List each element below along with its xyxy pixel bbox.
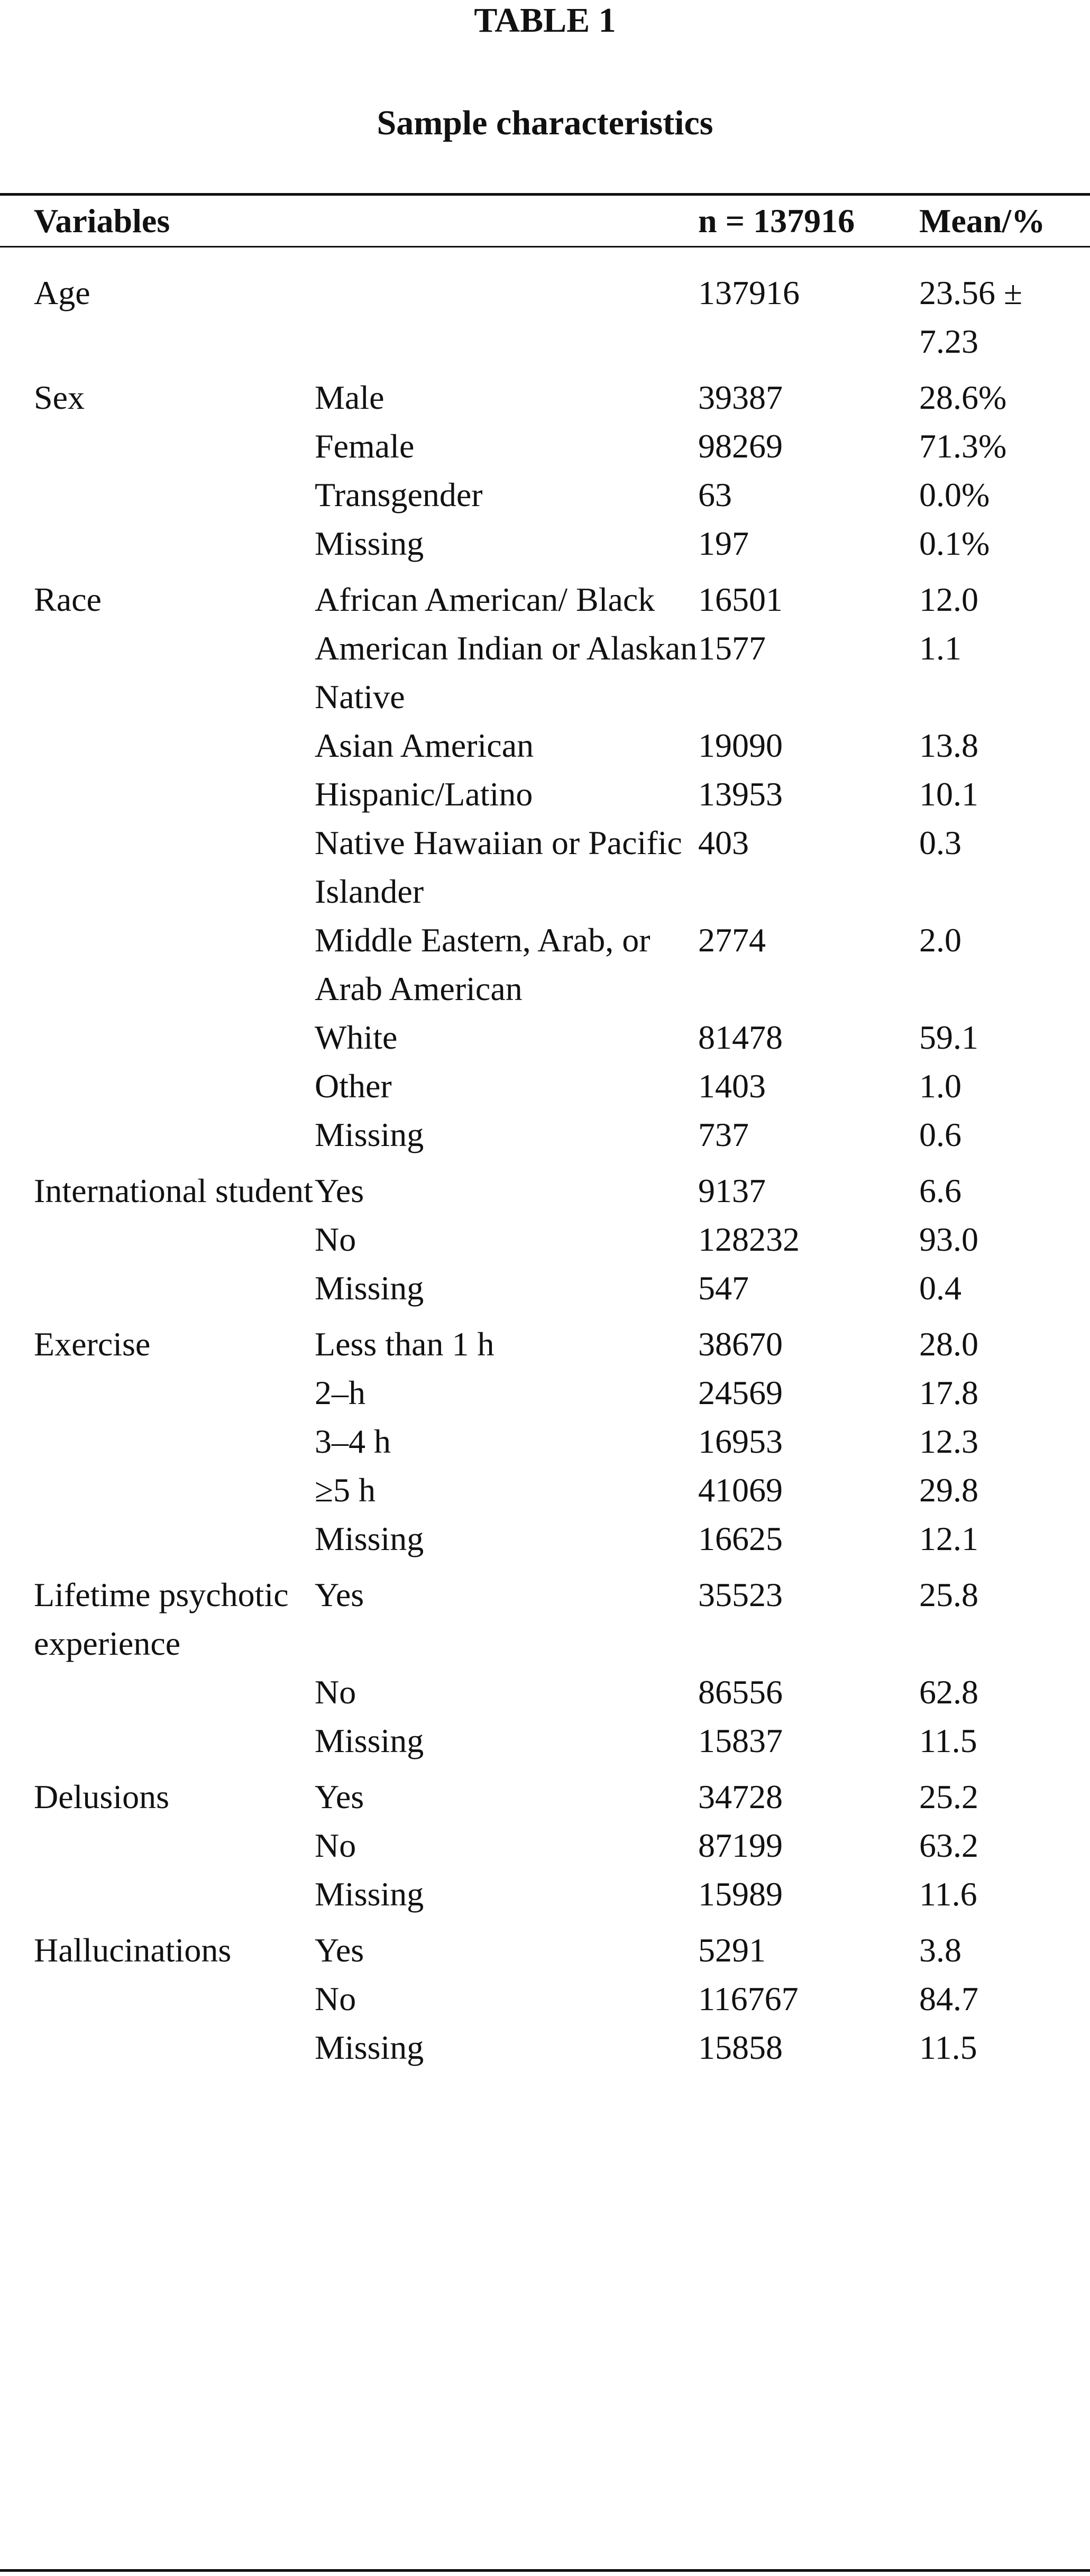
- variable-cell: [0, 1417, 315, 1466]
- table-row: [0, 1765, 1090, 1821]
- mean-cell: 84.7: [919, 1980, 978, 2018]
- variable-cell: [0, 2023, 315, 2072]
- variable-cell: Race: [34, 581, 102, 618]
- table-row: [0, 1563, 1090, 1668]
- n-cell: 9137: [698, 1172, 766, 1209]
- table-row: [0, 1919, 1090, 1975]
- category-cell: No: [315, 1221, 356, 1258]
- n-cell: 403: [698, 824, 749, 861]
- table-row: [0, 471, 1090, 519]
- category-cell: 3–4 h: [315, 1423, 391, 1460]
- variable-cell: [0, 1466, 315, 1515]
- n-cell: 86556: [698, 1673, 783, 1711]
- category-cell: ≥5 h: [315, 1471, 376, 1509]
- table-title: Sample characteristics: [377, 104, 713, 142]
- category-cell: Yes: [315, 1576, 364, 1614]
- table-row: [0, 916, 1090, 1013]
- n-cell: 13953: [698, 775, 783, 813]
- mean-cell: 1.0: [919, 1067, 961, 1105]
- category-cell: Transgender: [315, 476, 483, 514]
- variable-cell: Delusions: [34, 1778, 169, 1816]
- n-cell: 98269: [698, 427, 783, 465]
- category-cell: Missing: [315, 525, 424, 562]
- table-row: [0, 819, 1090, 916]
- mean-cell: 0.4: [919, 1269, 961, 1307]
- mean-cell: 12.1: [919, 1520, 978, 1557]
- table-row: [0, 721, 1090, 770]
- header-mean: Mean/%: [919, 202, 1046, 240]
- mean-cell: 28.0: [919, 1325, 978, 1363]
- mean-cell: 12.0: [919, 581, 978, 618]
- mean-cell: 12.3: [919, 1423, 978, 1460]
- table-row: [0, 1870, 1090, 1919]
- mean-cell: 0.3: [919, 824, 961, 861]
- variable-cell: [0, 1062, 315, 1111]
- mean-cell: 62.8: [919, 1673, 978, 1711]
- category-cell: Middle Eastern, Arab, or Arab American: [315, 921, 651, 1007]
- mean-cell: 0.0%: [919, 476, 990, 514]
- mean-cell: 63.2: [919, 1827, 978, 1864]
- variable-cell: [0, 1717, 315, 1765]
- mean-cell: 3.8: [919, 1931, 961, 1969]
- mean-cell: 59.1: [919, 1019, 978, 1056]
- table-row: [0, 1515, 1090, 1563]
- category-cell: Male: [315, 379, 384, 416]
- table-row: [0, 1264, 1090, 1313]
- table-row: [0, 1111, 1090, 1159]
- variable-cell: [0, 624, 315, 721]
- n-cell: 1403: [698, 1067, 766, 1105]
- category-cell: 2–h: [315, 1374, 365, 1411]
- table-row: [0, 568, 1090, 624]
- category-cell: Missing: [315, 1875, 424, 1913]
- variable-cell: [0, 1013, 315, 1062]
- variable-cell: [0, 1870, 315, 1919]
- variable-cell: [0, 422, 315, 471]
- category-cell: Missing: [315, 1269, 424, 1307]
- variable-cell: [0, 770, 315, 819]
- n-cell: 63: [698, 476, 732, 514]
- table-row: [0, 1215, 1090, 1264]
- table-row: [0, 1369, 1090, 1417]
- variable-cell: Age: [34, 274, 90, 311]
- variable-cell: [0, 471, 315, 519]
- variable-cell: Hallucinations: [34, 1931, 232, 1969]
- table-label: TABLE 1: [474, 1, 616, 40]
- n-cell: 1577: [698, 629, 766, 667]
- category-cell: No: [315, 1980, 356, 2018]
- mean-cell: 11.5: [919, 1722, 977, 1759]
- n-cell: 2774: [698, 921, 766, 959]
- mean-cell: 28.6%: [919, 379, 1007, 416]
- category-cell: White: [315, 1019, 398, 1056]
- n-cell: 41069: [698, 1471, 783, 1509]
- table-row: [0, 519, 1090, 568]
- variable-cell: [0, 1369, 315, 1417]
- table-row: [0, 1062, 1090, 1111]
- category-cell: Yes: [315, 1778, 364, 1816]
- n-cell: 737: [698, 1116, 749, 1153]
- category-cell: [315, 246, 698, 366]
- variable-cell: [0, 1515, 315, 1563]
- n-cell: 81478: [698, 1019, 783, 1056]
- variable-cell: [0, 1264, 315, 1313]
- variable-cell: [0, 1668, 315, 1717]
- n-cell: 87199: [698, 1827, 783, 1864]
- mean-cell: 1.1: [919, 629, 961, 667]
- table-row: [0, 246, 1090, 366]
- table-row: [0, 366, 1090, 422]
- table-header-row: [0, 196, 1090, 246]
- variable-cell: [0, 519, 315, 568]
- variable-cell: [0, 1975, 315, 2023]
- n-cell: 128232: [698, 1221, 800, 1258]
- n-cell: 547: [698, 1269, 749, 1307]
- mean-cell: 13.8: [919, 727, 978, 764]
- category-cell: Missing: [315, 1520, 424, 1557]
- mean-cell: 29.8: [919, 1471, 978, 1509]
- variable-cell: [0, 819, 315, 916]
- table-row: [0, 770, 1090, 819]
- table-row: [0, 1668, 1090, 1717]
- category-cell: Less than 1 h: [315, 1325, 494, 1363]
- table-row: [0, 2023, 1090, 2072]
- n-cell: 35523: [698, 1576, 783, 1614]
- mean-cell: 23.56 ± 7.23: [919, 274, 1023, 360]
- n-cell: 34728: [698, 1778, 783, 1816]
- category-cell: Female: [315, 427, 415, 465]
- mean-cell: 93.0: [919, 1221, 978, 1258]
- category-cell: Other: [315, 1067, 392, 1105]
- table-row: [0, 1466, 1090, 1515]
- category-cell: American Indian or Alaskan Native: [315, 629, 698, 716]
- table-row: [0, 1159, 1090, 1215]
- n-cell: 24569: [698, 1374, 783, 1411]
- mean-cell: 25.2: [919, 1778, 978, 1816]
- table-row: [0, 1417, 1090, 1466]
- header-n: n = 137916: [698, 202, 855, 240]
- mean-cell: 25.8: [919, 1576, 978, 1614]
- n-cell: 16953: [698, 1423, 783, 1460]
- variable-cell: Lifetime psychotic experience: [34, 1576, 289, 1662]
- header-variables: Variables: [34, 202, 170, 240]
- category-cell: African American/ Black: [315, 581, 655, 618]
- mean-cell: 0.6: [919, 1116, 961, 1153]
- table-row: [0, 422, 1090, 471]
- table-bottom-rule: [0, 2569, 1090, 2572]
- category-cell: Missing: [315, 2029, 424, 2066]
- header-category: [315, 196, 698, 246]
- mean-cell: 2.0: [919, 921, 961, 959]
- table-row: [0, 1821, 1090, 1870]
- variable-cell: [0, 916, 315, 1013]
- mean-cell: 11.5: [919, 2029, 977, 2066]
- n-cell: 15837: [698, 1722, 783, 1759]
- variable-cell: Exercise: [34, 1325, 151, 1363]
- table-row: [0, 1975, 1090, 2023]
- table-body: [0, 246, 1090, 2072]
- category-cell: Missing: [315, 1722, 424, 1759]
- table-row: [0, 1013, 1090, 1062]
- category-cell: Asian American: [315, 727, 534, 764]
- mean-cell: 17.8: [919, 1374, 978, 1411]
- mean-cell: 71.3%: [919, 427, 1007, 465]
- mean-cell: 6.6: [919, 1172, 961, 1209]
- category-cell: Hispanic/Latino: [315, 775, 533, 813]
- n-cell: 38670: [698, 1325, 783, 1363]
- category-cell: No: [315, 1673, 356, 1711]
- mean-cell: 10.1: [919, 775, 978, 813]
- variable-cell: [0, 721, 315, 770]
- table-row: [0, 1313, 1090, 1369]
- n-cell: 39387: [698, 379, 783, 416]
- variable-cell: [0, 1821, 315, 1870]
- n-cell: 5291: [698, 1931, 766, 1969]
- mean-cell: 0.1%: [919, 525, 990, 562]
- variable-cell: [0, 1215, 315, 1264]
- mean-cell: 11.6: [919, 1875, 977, 1913]
- variable-cell: Sex: [34, 379, 85, 416]
- category-cell: Yes: [315, 1172, 364, 1209]
- category-cell: Missing: [315, 1116, 424, 1153]
- characteristics-table: [0, 196, 1090, 2072]
- variable-cell: International student: [34, 1172, 313, 1209]
- n-cell: 16625: [698, 1520, 783, 1557]
- table-row: [0, 1717, 1090, 1765]
- n-cell: 197: [698, 525, 749, 562]
- n-cell: 15858: [698, 2029, 783, 2066]
- n-cell: 137916: [698, 274, 800, 311]
- n-cell: 16501: [698, 581, 783, 618]
- n-cell: 15989: [698, 1875, 783, 1913]
- n-cell: 19090: [698, 727, 783, 764]
- n-cell: 116767: [698, 1980, 799, 2018]
- category-cell: Native Hawaiian or Pacific Islander: [315, 824, 682, 910]
- category-cell: Yes: [315, 1931, 364, 1969]
- variable-cell: [0, 1111, 315, 1159]
- category-cell: No: [315, 1827, 356, 1864]
- table-row: [0, 624, 1090, 721]
